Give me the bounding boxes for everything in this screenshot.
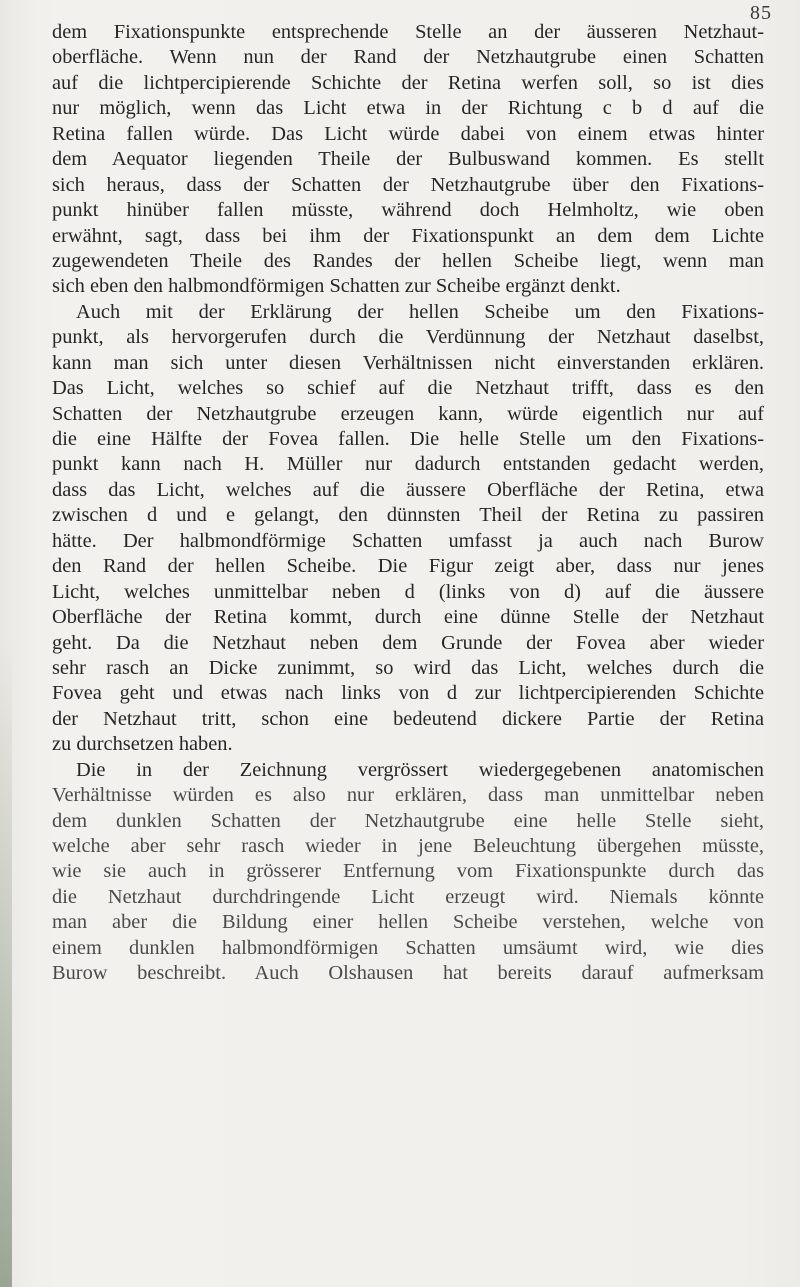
text-line: kann man sich unter diesen Verhältnissen nicht einverstanden erklären. — [52, 351, 764, 374]
text-line: oberfläche. Wenn nun der Rand der Netzhautgrube einen Schatten — [52, 46, 764, 69]
text-line: erwähnt, sagt, dass bei ihm der Fixationspunkt an dem dem Lichte — [52, 224, 764, 247]
text-line: Fovea geht und etwas nach links von d zur lichtpercipierenden Schichte — [52, 682, 764, 705]
text-line: Burow beschreibt. Auch Olshausen hat bereits darauf aufmerksam — [52, 962, 764, 985]
text-line: man aber die Bildung einer hellen Scheibe verstehen, welche von — [52, 911, 764, 934]
text-line: dem dunklen Schatten der Netzhautgrube eine helle Stelle sieht, — [52, 809, 764, 832]
text-line: dass das Licht, welches auf die äussere Oberfläche der Retina, etwa — [52, 478, 764, 501]
text-line: zu durchsetzen haben. — [52, 733, 233, 756]
text-line: sich heraus, dass der Schatten der Netzhautgrube über den Fixations- — [52, 173, 764, 196]
text-line: dem Fixationspunkte entsprechende Stelle an der äusseren Netzhaut- — [52, 21, 764, 43]
body-text — [52, 20, 764, 987]
text-line: dem Aequator liegenden Theile der Bulbuswand kommen. Es stellt — [52, 148, 764, 171]
text-line: einem dunklen halbmondförmigen Schatten umsäumt wird, wie dies — [52, 936, 764, 959]
page-edge-shadow — [0, 640, 12, 1287]
text-line: den Rand der hellen Scheibe. Die Figur zeigt aber, dass nur jenes — [52, 555, 764, 578]
text-line: zwischen d und e gelangt, den dünnsten Theil der Retina zu passiren — [52, 504, 764, 527]
text-line: auf die lichtpercipierende Schichte der Retina werfen soll, so ist dies — [52, 71, 764, 94]
text-line: hätte. Der halbmondförmige Schatten umfasst ja auch nach Burow — [52, 529, 764, 552]
text-line: sich eben den halbmondförmigen Schatten zur Scheibe ergänzt denkt. — [52, 275, 621, 298]
page-number: 85 — [750, 2, 772, 24]
text-line: Schatten der Netzhautgrube erzeugen kann, würde eigentlich nur auf — [52, 402, 764, 425]
text-line: der Netzhaut tritt, schon eine bedeutend dickere Partie der Retina — [52, 707, 764, 730]
text-line: Verhältnisse würden es also nur erklären, dass man unmittelbar neben — [52, 784, 764, 807]
text-line: Auch mit der Erklärung der hellen Scheibe um den Fixations- — [76, 300, 764, 323]
text-line: Oberfläche der Retina kommt, durch eine dünne Stelle der Netzhaut — [52, 606, 764, 629]
text-line: punkt kann nach H. Müller nur dadurch entstanden gedacht werden, — [52, 453, 764, 476]
text-line: Das Licht, welches so schief auf die Netzhaut trifft, dass es den — [52, 377, 764, 400]
text-line: geht. Da die Netzhaut neben dem Grunde der Fovea aber wieder — [52, 631, 764, 654]
text-line: sehr rasch an Dicke zunimmt, so wird das Licht, welches durch die — [52, 656, 764, 679]
text-line: Retina fallen würde. Das Licht würde dabei von einem etwas hinter — [52, 122, 764, 145]
text-line: die Netzhaut durchdringende Licht erzeugt wird. Niemals könnte — [52, 885, 764, 908]
text-line: zugewendeten Theile des Randes der hellen Scheibe liegt, wenn man — [52, 249, 764, 272]
text-line: wie sie auch in grösserer Entfernung vom Fixationspunkte durch das — [52, 860, 764, 883]
text-line: punkt hinüber fallen müsste, während doch Helmholtz, wie oben — [52, 199, 764, 222]
text-line: nur möglich, wenn das Licht etwa in der Richtung c b d auf die — [52, 97, 764, 120]
text-line: punkt, als hervorgerufen durch die Verdünnung der Netzhaut daselbst, — [52, 326, 764, 349]
text-line: die eine Hälfte der Fovea fallen. Die helle Stelle um den Fixations- — [52, 428, 764, 450]
text-line: welche aber sehr rasch wieder in jene Beleuchtung übergehen müsste, — [52, 835, 764, 857]
text-line: Die in der Zeichnung vergrössert wiedergegebenen anatomischen — [76, 758, 764, 781]
text-line: Licht, welches unmittelbar neben d (links von d) auf die äussere — [52, 580, 764, 603]
